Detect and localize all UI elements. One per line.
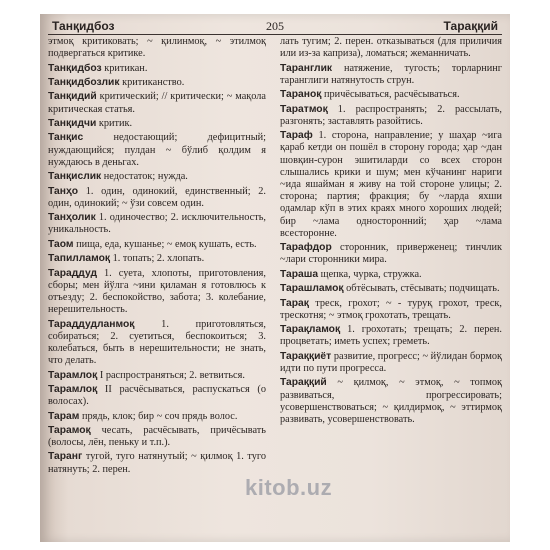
entry-headword: Таранг bbox=[48, 451, 83, 463]
entry-definition: критический; // критически; ~ мақола критическая статья. bbox=[48, 91, 266, 115]
entry-headword: Тарақ bbox=[280, 297, 309, 309]
entry-headword: Танқидбоз bbox=[48, 62, 102, 74]
dictionary-entry bbox=[280, 130, 502, 240]
dictionary-entry bbox=[280, 242, 502, 266]
entry-definition: лать тугим; 2. перен. отказываться (для приличия или из-за каприза), ломаться; жеманничать. bbox=[280, 36, 502, 60]
entry-definition: треск, грохот; ~ - туруқ грохот, треск, трескотня; ~ этмоқ грохотать, трещать. bbox=[280, 297, 502, 321]
entry-headword: Тарақламоқ bbox=[280, 324, 341, 336]
dictionary-entry bbox=[48, 36, 266, 60]
entry-headword: Тарафдор bbox=[280, 242, 332, 254]
entry-definition: критикан. bbox=[101, 62, 148, 74]
entry-definition: 1. грохотать; трещать; 2. перен. процветать; иметь успех; греметь. bbox=[280, 324, 502, 348]
dictionary-entry bbox=[48, 319, 266, 368]
entry-headword: Танҳо bbox=[48, 185, 78, 197]
left-column bbox=[48, 36, 266, 478]
entry-headword: Танқидчи bbox=[48, 117, 97, 129]
entry-definition: 1. суета, хлопоты, приготовления, сборы; мен йўлга ~ини қиламан я готовлюсь к отъезду; 2. беспокойство, забота; 3. колебание, нерешительность. bbox=[48, 267, 266, 316]
dictionary-entry bbox=[48, 384, 266, 408]
entry-headword: Тараддудланмоқ bbox=[48, 318, 135, 330]
page-header bbox=[48, 18, 502, 35]
entry-definition: 1. приготовляться, собираться; 2. суетиться, беспокоиться; 3. колебаться, быть в нерешительности; не знать, что делать. bbox=[48, 318, 266, 367]
entry-definition: критик. bbox=[96, 117, 133, 129]
entry-definition: щепка, чурка, стружка. bbox=[318, 268, 422, 280]
dictionary-entry bbox=[48, 253, 266, 265]
entry-headword: Танҳолик bbox=[48, 212, 96, 224]
right-column bbox=[280, 36, 502, 428]
entry-definition: развитие, прогресс; ~ йўлидан бормоқ идти по пути прогресса. bbox=[280, 350, 502, 374]
dictionary-entry bbox=[280, 324, 502, 348]
entry-definition: тугой, туго натянутый; ~ қилмоқ 1. туго натянуть; 2. перен. bbox=[48, 451, 266, 475]
dictionary-entry bbox=[280, 36, 502, 60]
entry-definition: натяжение, тугость; торларнинг таранглиги натянутость струн. bbox=[280, 62, 502, 86]
entry-definition: этмоқ критиковать; ~ қилинмоқ, ~ этилмоқ подвергаться критике. bbox=[48, 36, 266, 60]
dictionary-entry bbox=[48, 239, 266, 251]
dictionary-entry bbox=[48, 268, 266, 317]
entry-headword: Танқислик bbox=[48, 171, 102, 183]
entry-headword: Тараққий bbox=[280, 377, 327, 389]
header-left-guideword: Танқидбоз bbox=[52, 19, 115, 33]
dictionary-entry bbox=[48, 63, 266, 75]
entry-definition: 1. сторона, направление; у шаҳар ~ига қараб кетди он пошёл в сторону города; ҳар ~дан шовқин-сурон эшитиларди со всех сторон слышались крики и шум; мен кўчанинг нариги ~ида яшайман я живу на той стороне улицы; 2. сторона; партия; фракция; бу ~ларда яхши одамлар кўп в этих краях много хороших людей; бир ~лама односторонний; ҳар ~лама всесторонне. bbox=[280, 130, 502, 239]
dictionary-entry bbox=[48, 425, 266, 449]
entry-definition: 1. один, одинокий, единственный; 2. один, одинокий; ~ ўзи совсем один. bbox=[48, 185, 266, 209]
page-number: 205 bbox=[266, 19, 284, 33]
dictionary-entry bbox=[48, 212, 266, 236]
entry-headword: Танқидбозлик bbox=[48, 76, 120, 88]
entry-definition: прядь, клок; бир ~ соч прядь волос. bbox=[79, 410, 238, 422]
dictionary-entry bbox=[280, 63, 502, 87]
entry-headword: Тараддуд bbox=[48, 267, 97, 279]
entry-headword: Таратмоқ bbox=[280, 103, 328, 115]
entry-headword: Тарамоқ bbox=[48, 424, 91, 436]
entry-headword: Таранглик bbox=[280, 62, 333, 74]
entry-definition: сторонник, приверженец; тинчлик ~лари сторонники мира. bbox=[280, 242, 502, 266]
dictionary-entry bbox=[48, 186, 266, 210]
entry-headword: Тарамлоқ bbox=[48, 369, 98, 381]
entry-headword: Танқидий bbox=[48, 91, 97, 103]
entry-headword: Таом bbox=[48, 238, 74, 250]
entry-definition: 1. одиночество; 2. исключительность, уникальность. bbox=[48, 212, 266, 236]
dictionary-page bbox=[40, 14, 510, 542]
dictionary-entry bbox=[48, 77, 266, 89]
dictionary-entry bbox=[48, 370, 266, 382]
entry-headword: Тапилламоқ bbox=[48, 253, 111, 265]
entry-definition: чесать, расчёсывать, причёсывать (волосы, лён, пеньку и т.п.). bbox=[48, 424, 266, 449]
entry-definition: недостаток; нужда. bbox=[101, 171, 188, 183]
dictionary-entry bbox=[280, 377, 502, 426]
dictionary-entry bbox=[48, 171, 266, 183]
header-right-guideword: Тараққий bbox=[443, 19, 498, 33]
entry-definition: 1. топать; 2. хлопать. bbox=[110, 253, 205, 265]
entry-definition: 1. распространять; 2. рассылать, разгонять; заставлять разойтись. bbox=[280, 103, 502, 127]
entry-definition: обтёсывать, стёсывать; подчищать. bbox=[343, 283, 500, 295]
entry-headword: Тарашламоқ bbox=[280, 283, 344, 295]
entry-headword: Тарамлоқ bbox=[48, 383, 98, 395]
dictionary-entry bbox=[280, 298, 502, 322]
entry-definition: пища, еда, кушанье; ~ емоқ кушать, есть. bbox=[73, 238, 257, 250]
dictionary-entry bbox=[48, 451, 266, 475]
dictionary-entry bbox=[280, 283, 502, 295]
entry-headword: Тараноқ bbox=[280, 89, 322, 101]
entry-headword: Танқис bbox=[48, 132, 84, 144]
entry-definition: I распространяться; 2. ветвиться. bbox=[97, 369, 245, 381]
dictionary-entry bbox=[280, 89, 502, 101]
dictionary-entry bbox=[48, 118, 266, 130]
entry-definition: критиканство. bbox=[119, 76, 185, 88]
entry-headword: Тараф bbox=[280, 130, 313, 142]
dictionary-entry bbox=[280, 104, 502, 128]
entry-definition: II расчёсываться, распускаться (о волосах). bbox=[48, 383, 266, 408]
dictionary-entry bbox=[280, 269, 502, 281]
dictionary-entry bbox=[48, 132, 266, 169]
entry-headword: Тараққиёт bbox=[280, 350, 332, 362]
watermark: kitob.uz bbox=[245, 475, 333, 500]
entry-headword: Тарам bbox=[48, 410, 80, 422]
entry-definition: ~ қилмоқ, ~ этмоқ, ~ топмоқ развиваться, прогрессировать; усовершенствоваться; ~ қилдирмоқ, ~ эттирмоқ развивать, усовершенствовать. bbox=[280, 377, 502, 425]
entry-definition: причёсываться, расчёсываться. bbox=[321, 89, 460, 101]
entry-definition: недостающий; дефицитный; нуждающийся; пулдан ~ бўлиб қолдим я нуждаюсь в деньгах. bbox=[48, 132, 266, 168]
entry-headword: Тараша bbox=[280, 268, 319, 280]
dictionary-entry bbox=[48, 411, 266, 423]
dictionary-entry bbox=[280, 351, 502, 375]
dictionary-entry bbox=[48, 91, 266, 115]
